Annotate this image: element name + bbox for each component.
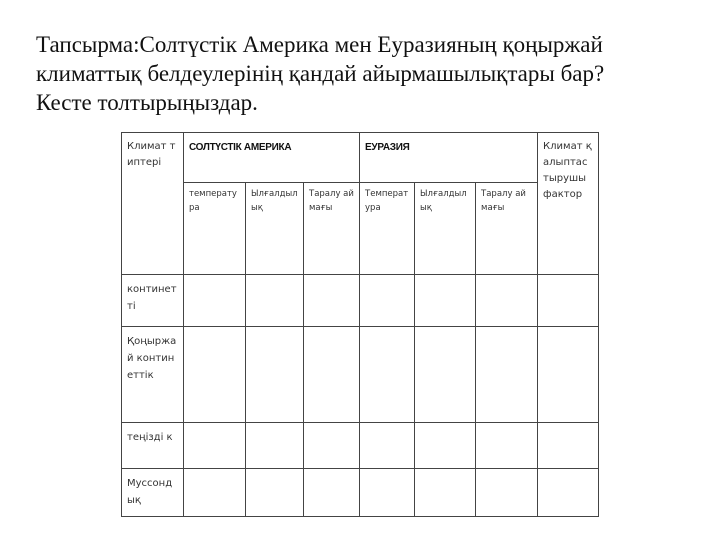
north-america-header: СОЛТҮСТІК АМЕРИКА [184, 133, 360, 183]
table-row [122, 469, 599, 517]
table-cell[interactable] [476, 327, 538, 423]
table-cell[interactable] [304, 423, 360, 469]
table-cell[interactable] [246, 327, 304, 423]
row-header-temperate-continental: Қоңыржай континеттік [122, 327, 184, 423]
climate-factor-header: Климат қалыптастырушы фактор [538, 133, 599, 275]
table-cell[interactable] [184, 423, 246, 469]
table-cell[interactable] [304, 469, 360, 517]
table-cell[interactable] [415, 423, 476, 469]
table-cell[interactable] [538, 327, 599, 423]
eu-distribution-header: Таралу аймағы [476, 183, 538, 275]
na-humidity-header: Ылғалдылық [246, 183, 304, 275]
table-row [122, 275, 599, 327]
table-cell[interactable] [184, 327, 246, 423]
climate-types-header: Климат типтері [122, 133, 184, 275]
na-distribution-header: Таралу аймағы [304, 183, 360, 275]
eu-temperature-header: Температура [360, 183, 415, 275]
table-cell[interactable] [415, 275, 476, 327]
table-cell[interactable] [360, 423, 415, 469]
climate-comparison-table [121, 132, 599, 517]
task-line-3: Кесте толтырыңыздар. [36, 90, 258, 115]
table-cell[interactable] [246, 469, 304, 517]
table-cell[interactable] [476, 275, 538, 327]
table-cell[interactable] [184, 469, 246, 517]
row-header-monsoon: Муссондық [122, 469, 184, 517]
table-cell[interactable] [304, 275, 360, 327]
na-temperature-header: температура [184, 183, 246, 275]
header-row-groups [122, 133, 599, 183]
table-cell[interactable] [304, 327, 360, 423]
table-cell[interactable] [246, 275, 304, 327]
table-cell[interactable] [476, 423, 538, 469]
row-header-continental: континетті [122, 275, 184, 327]
eurasia-header: ЕУРАЗИЯ [360, 133, 538, 183]
row-header-maritime: теңізді к [122, 423, 184, 469]
table-cell[interactable] [360, 469, 415, 517]
table-cell[interactable] [184, 275, 246, 327]
table-cell[interactable] [476, 469, 538, 517]
table-cell[interactable] [538, 469, 599, 517]
eu-humidity-header: Ылғалдылық [415, 183, 476, 275]
task-text [36, 30, 696, 117]
table-cell[interactable] [246, 423, 304, 469]
table-cell[interactable] [415, 469, 476, 517]
table-cell[interactable] [360, 275, 415, 327]
task-line-1: Тапсырма:Солтүстік Америка мен Еуразияның қоңыржай [36, 32, 603, 57]
table-row [122, 423, 599, 469]
table-row [122, 327, 599, 423]
header-row-subs [122, 183, 599, 275]
task-line-2: климаттық белдеулерінің қандай айырмашылықтары бар? [36, 61, 605, 86]
table-cell[interactable] [538, 423, 599, 469]
table-cell[interactable] [415, 327, 476, 423]
table-cell[interactable] [360, 327, 415, 423]
table-cell[interactable] [538, 275, 599, 327]
